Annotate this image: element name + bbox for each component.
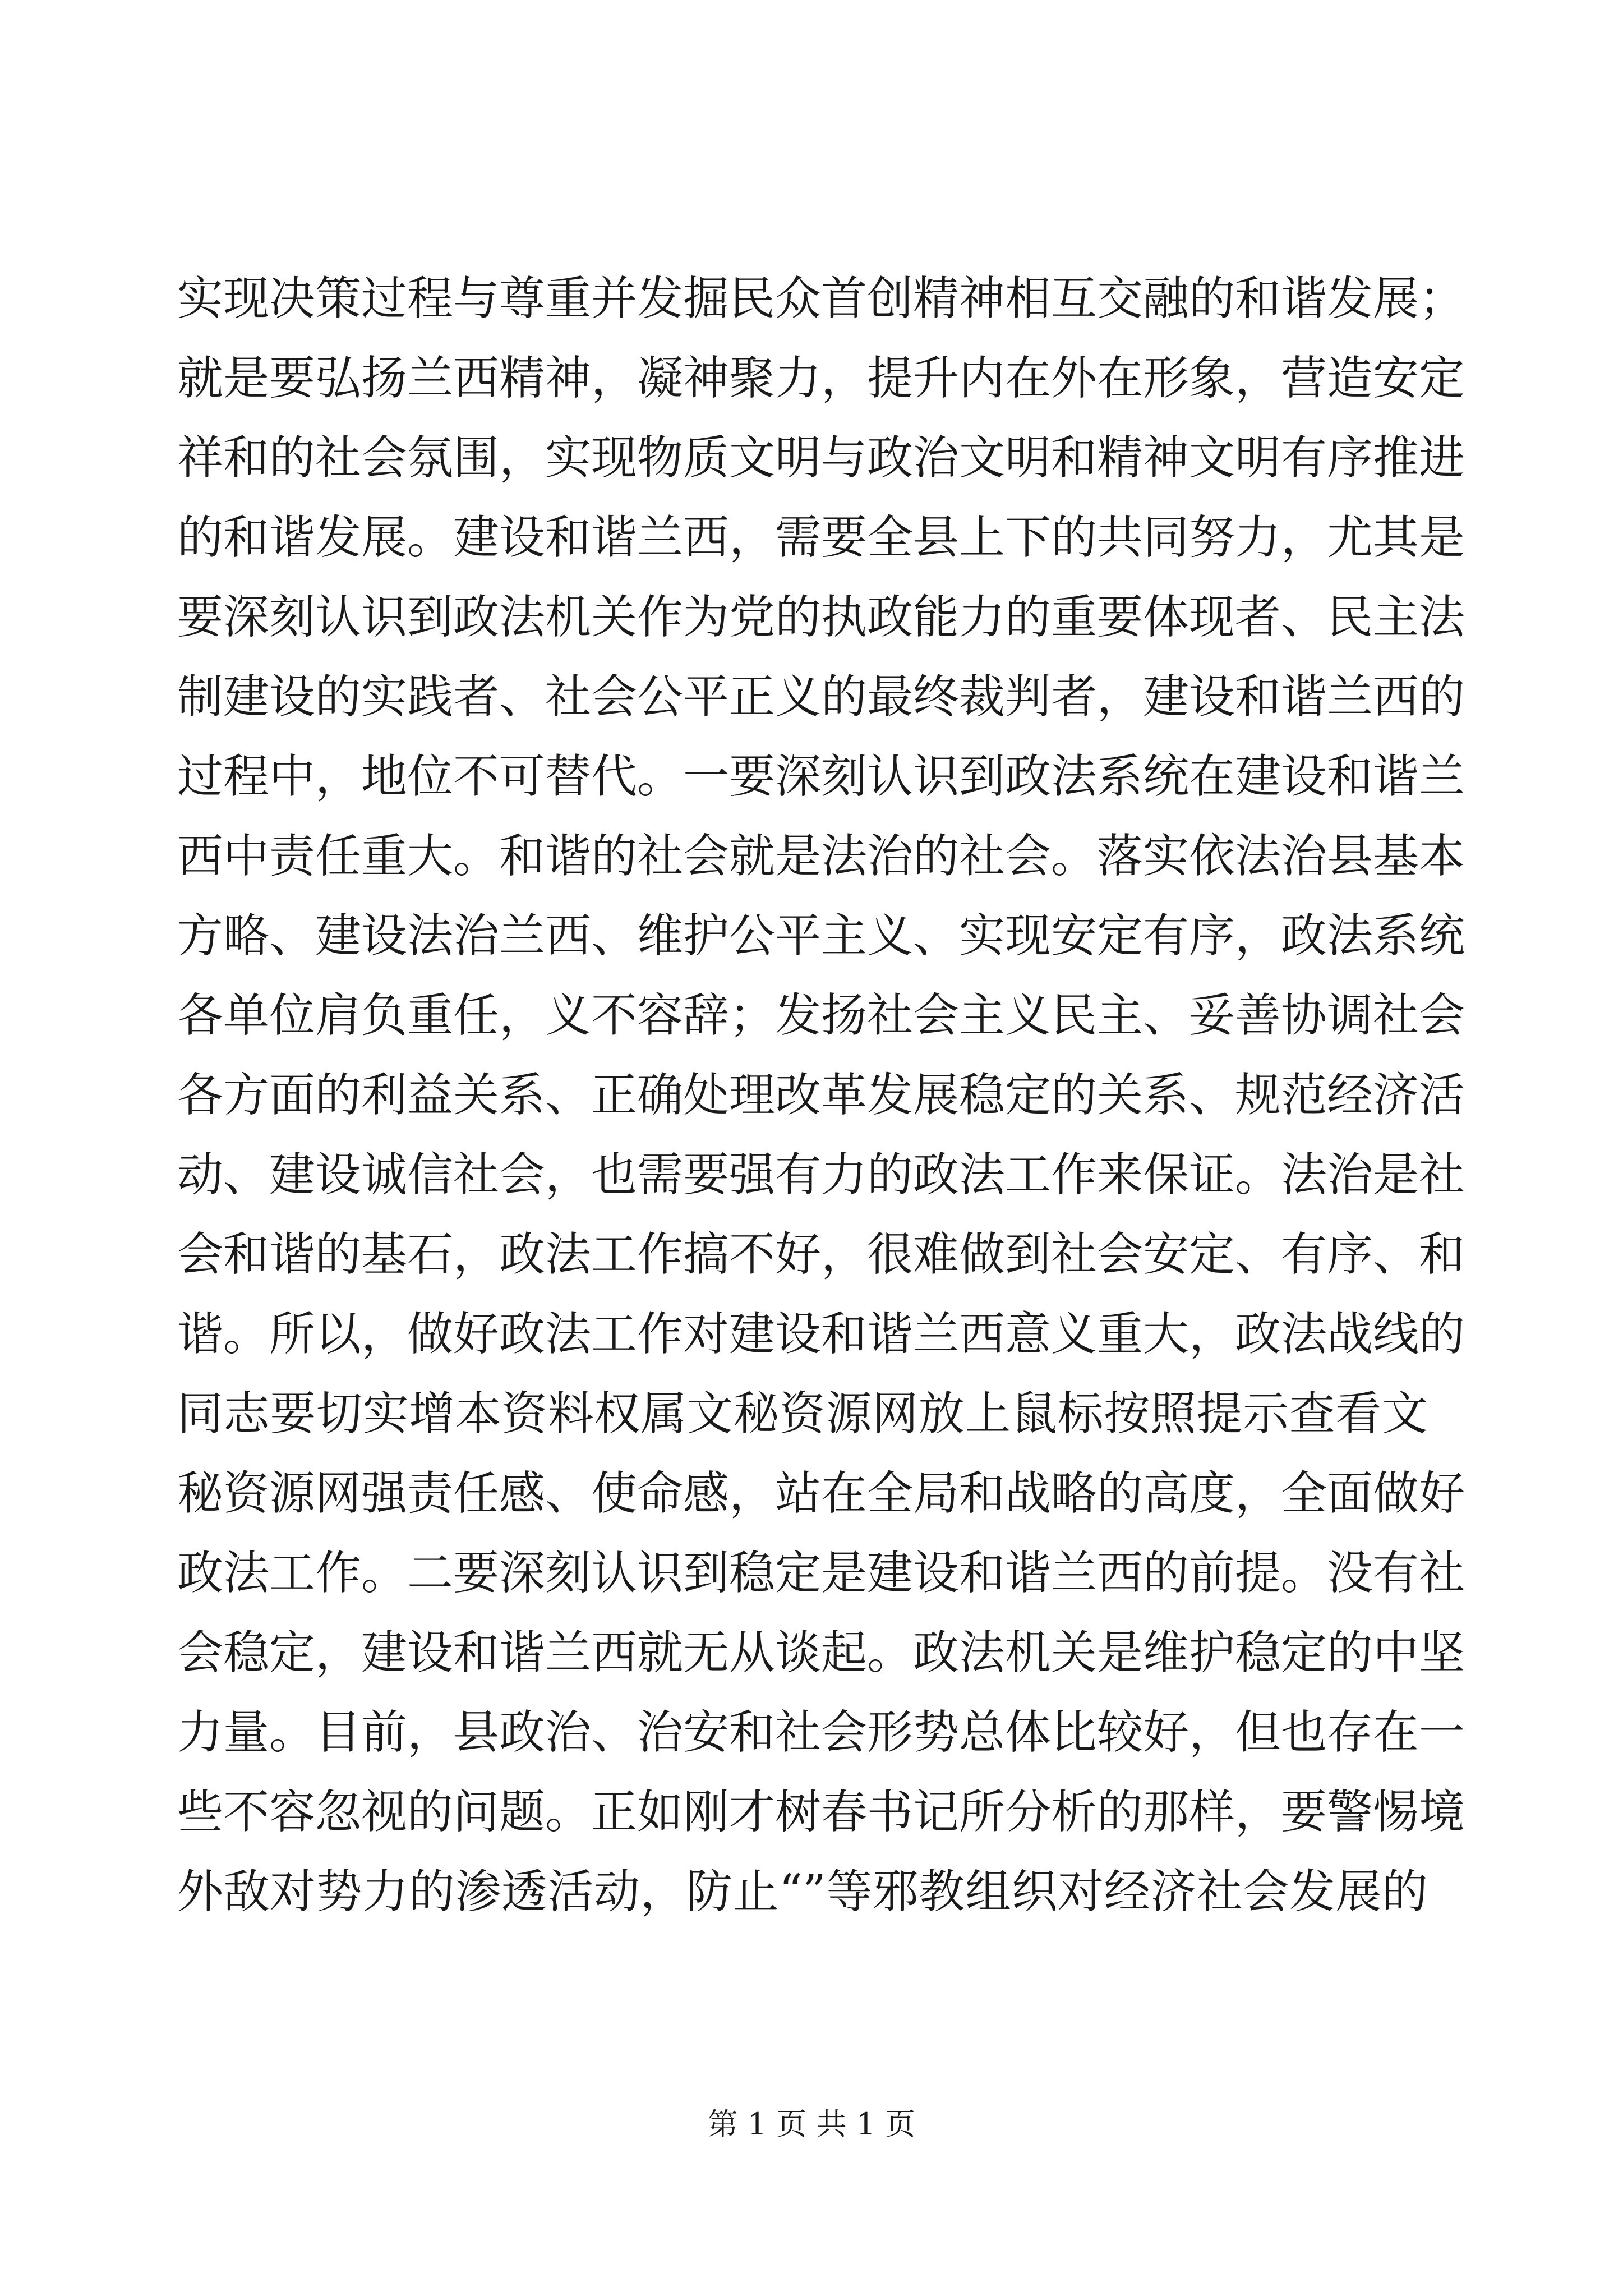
- text-line: 会稳定，建设和谐兰西就无从谈起。政法机关是维护稳定的中坚: [177, 1626, 1465, 1680]
- text-line: 过程中，地位不可替代。一要深刻认识到政法系统在建设和谐兰: [177, 750, 1465, 803]
- text-line: 同志要切实增本资料权属文秘资源网放上鼠标按照提示查看文: [177, 1387, 1428, 1441]
- text-line: 会和谐的基石，政法工作搞不好，很难做到社会安定、有序、和: [177, 1228, 1465, 1281]
- text-line: 各方面的利益关系、正确处理改革发展稳定的关系、规范经济活: [177, 1069, 1465, 1122]
- text-line: 力量。目前，县政治、治安和社会形势总体比较好，但也存在一: [177, 1706, 1465, 1759]
- text-line: 西中责任重大。和谐的社会就是法治的社会。落实依法治县基本: [177, 830, 1465, 883]
- text-line: 些不容忽视的问题。正如刚才树春书记所分析的那样，要警惕境: [177, 1786, 1465, 1839]
- text-line: 方略、建设法治兰西、维护公平主义、实现安定有序，政法系统: [177, 909, 1465, 963]
- text-line: 动、建设诚信社会，也需要强有力的政法工作来保证。法治是社: [177, 1148, 1465, 1202]
- text-line: 祥和的社会氛围，实现物质文明与政治文明和精神文明有序推进: [177, 431, 1465, 485]
- text-line: 制建设的实践者、社会公平正义的最终裁判者，建设和谐兰西的: [177, 670, 1465, 724]
- text-line: 政法工作。二要深刻认识到稳定是建设和谐兰西的前提。没有社: [177, 1547, 1465, 1600]
- text-line: 秘资源网强责任感、使命感，站在全局和战略的高度，全面做好: [177, 1467, 1465, 1520]
- text-line: 就是要弘扬兰西精神，凝神聚力，提升内在外在形象，营造安定: [177, 352, 1465, 405]
- body-text: [177, 259, 1465, 1932]
- text-line: 外敌对势力的渗透活动，防止“”等邪教组织对经济社会发展的: [177, 1865, 1428, 1918]
- text-line: 要深刻认识到政法机关作为党的执政能力的重要体现者、民主法: [177, 591, 1465, 644]
- page-footer: 第 1 页 共 1 页: [707, 2106, 916, 2142]
- text-line: 实现决策过程与尊重并发掘民众首创精神相互交融的和谐发展；: [177, 272, 1465, 325]
- text-line: 的和谐发展。建设和谐兰西，需要全县上下的共同努力，尤其是: [177, 511, 1465, 564]
- text-line: 谐。所以，做好政法工作对建设和谐兰西意义重大，政法战线的: [177, 1308, 1465, 1361]
- text-line: 各单位肩负重任，义不容辞；发扬社会主义民主、妥善协调社会: [177, 989, 1465, 1042]
